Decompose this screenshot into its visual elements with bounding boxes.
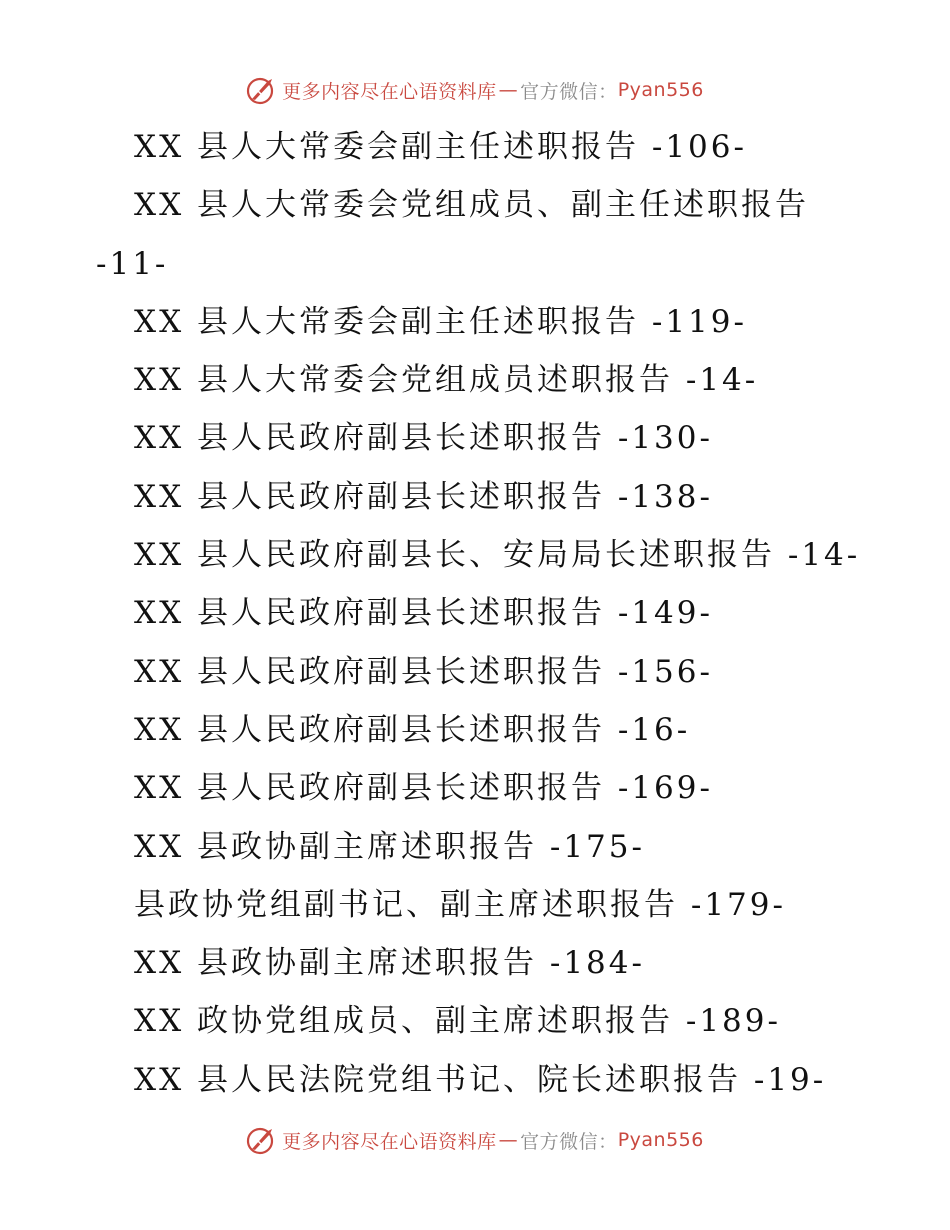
toc-line: XX 县人民政府副县长述职报告 -169-: [134, 770, 713, 807]
toc-line: 县政协党组副书记、副主席述职报告 -179-: [134, 886, 786, 923]
toc-line: XX 县人民政府副县长述职报告 -16-: [134, 711, 691, 748]
wechat-id: Pyan556: [617, 79, 704, 101]
banner-separator: —: [498, 1129, 519, 1151]
footer-banner: [0, 1120, 950, 1160]
toc-line: XX 政协党组成员、副主席述职报告 -189-: [134, 1003, 781, 1040]
promo-text: 更多内容尽在心语资料库: [282, 1130, 497, 1153]
wechat-id: Pyan556: [617, 1129, 704, 1151]
promo-text: 更多内容尽在心语资料库: [282, 80, 497, 103]
toc-line: XX 县政协副主席述职报告 -175-: [134, 828, 645, 865]
toc-line: XX 县人民政府副县长述职报告 -149-: [134, 595, 713, 632]
toc-line: XX 县人民政府副县长、安局局长述职报告 -14-: [134, 537, 861, 574]
wechat-label: 官方微信：: [520, 1130, 618, 1153]
quill-logo-icon: [246, 1125, 276, 1155]
wechat-label: 官方微信：: [520, 80, 618, 103]
table-of-contents: [0, 118, 950, 1109]
toc-line: XX 县人大常委会党组成员述职报告 -14-: [134, 362, 759, 399]
toc-line: XX 县政协副主席述职报告 -184-: [134, 945, 645, 982]
toc-line: XX 县人大常委会副主任述职报告 -119-: [134, 303, 747, 340]
toc-line: XX 县人民法院党组书记、院长述职报告 -19-: [134, 1061, 827, 1098]
toc-line: XX 县人大常委会副主任述职报告 -106-: [134, 129, 747, 165]
quill-logo-icon: [246, 75, 276, 105]
toc-line: XX 县人民政府副县长述职报告 -130-: [134, 420, 713, 457]
toc-line: XX 县人民政府副县长述职报告 -138-: [134, 478, 713, 515]
banner-separator: —: [498, 79, 519, 101]
header-banner: [0, 70, 950, 110]
toc-line: XX 县人民政府副县长述职报告 -156-: [134, 653, 713, 690]
toc-line: XX 县人大常委会党组成员、副主任述职报告: [134, 187, 809, 224]
toc-line-continuation: -11-: [96, 245, 169, 282]
